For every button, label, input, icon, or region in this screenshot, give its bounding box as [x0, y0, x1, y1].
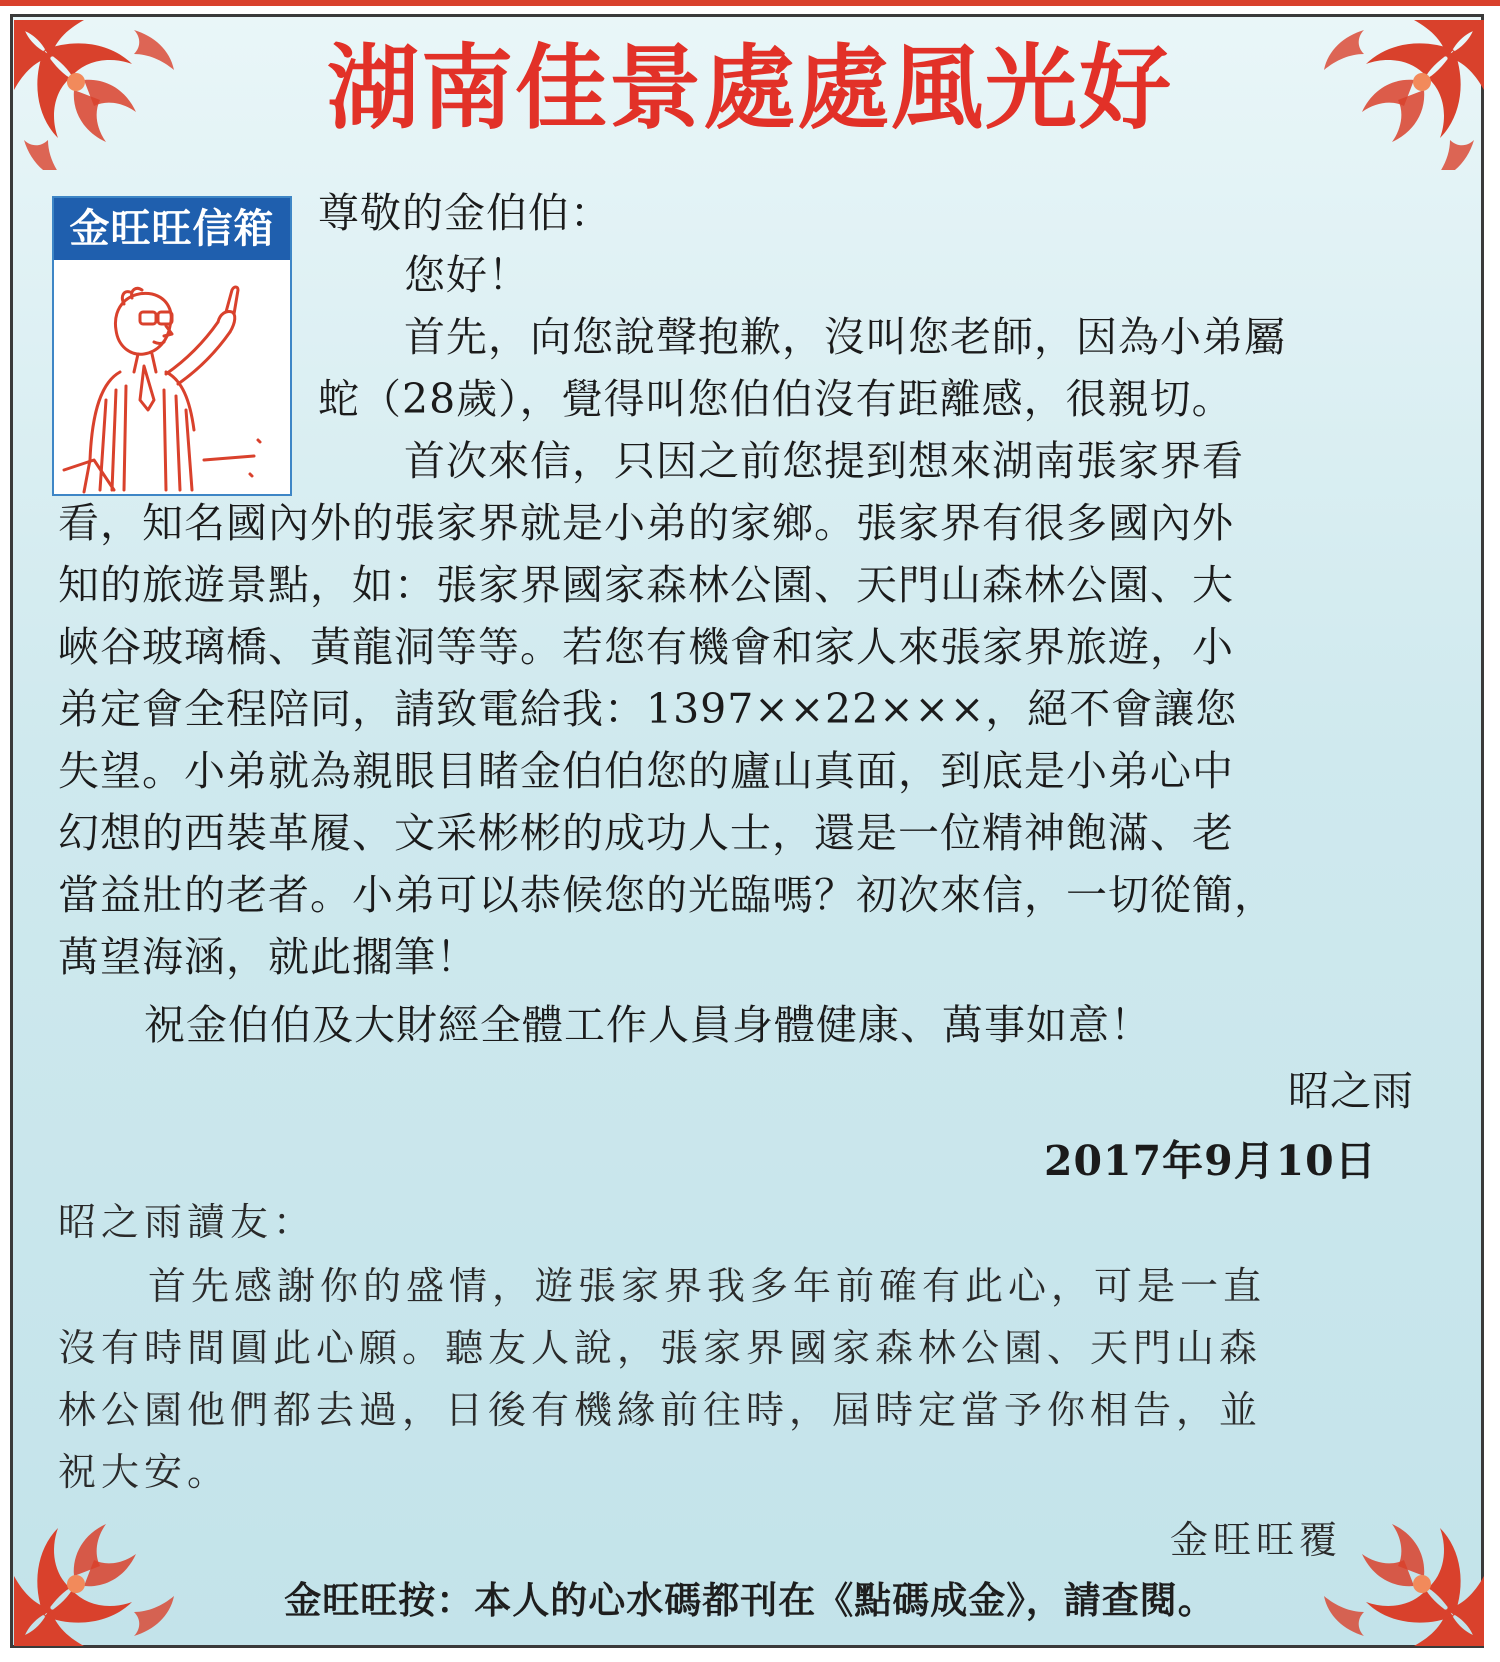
letter-line: 幻想的西裝革履、文采彬彬的成功人士，還是一位精神飽滿、老: [58, 809, 1234, 857]
letter-line: 峽谷玻璃橋、黃龍洞等等。若您有機會和家人來張家界旅遊，小: [58, 623, 1234, 671]
footer-note: 金旺旺按：本人的心水碼都刊在《點碼成金》，請查閱。: [284, 1579, 1216, 1622]
mailbox-logo: [52, 196, 292, 496]
letter-line: 首先，向您說聲抱歉，沒叫您老師，因為小弟屬: [404, 313, 1286, 361]
letter-line: 首次來信，只因之前您提到想來湖南張家界看: [404, 437, 1244, 485]
letter-signature: 昭之雨: [1288, 1067, 1414, 1115]
letter-line: 看，知名國內外的張家界就是小弟的家鄉。張家界有很多國內外: [58, 499, 1234, 547]
headline: 湖南佳景處處風光好: [326, 34, 1173, 142]
letter-line: 知的旅遊景點，如：張家界國家森林公園、天門山森林公園、大: [58, 561, 1234, 609]
letter-line: 當益壯的老者。小弟可以恭候您的光臨嗎？初次來信，一切從簡，: [58, 871, 1276, 919]
reply-line: 林公園他們都去過，日後有機緣前往時，屆時定當予你相告，並: [58, 1388, 1263, 1432]
letter-line: 失望。小弟就為親眼目睹金伯伯您的廬山真面，到底是小弟心中: [58, 747, 1234, 795]
reply-signature: 金旺旺覆: [1170, 1518, 1343, 1562]
letter-line: 蛇（28歲），覺得叫您伯伯沒有距離感，很親切。: [318, 375, 1234, 423]
reply-line: 首先感謝你的盛情，遊張家界我多年前確有此心，可是一直: [148, 1264, 1267, 1308]
reply-line: 沒有時間圓此心願。聽友人說，張家界國家森林公園、天門山森: [58, 1326, 1263, 1370]
letter-date: 2017年9月10日: [1044, 1137, 1377, 1185]
letter-line: 弟定會全程陪同，請致電給我：1397××22×××，絕不會讓您: [58, 685, 1238, 733]
mailbox-label: 金旺旺信箱: [54, 198, 290, 260]
reply-salutation: 昭之雨讀友：: [58, 1200, 317, 1244]
reply-line: 祝大安。: [58, 1450, 231, 1494]
cartoon-man-pointing-icon: [54, 260, 290, 494]
letter-closing: 祝金伯伯及大財經全體工作人員身體健康、萬事如意！: [144, 1001, 1152, 1049]
letter-line: 萬望海涵，就此擱筆！: [58, 933, 478, 981]
top-rule: [0, 0, 1500, 6]
letter-salutation: 尊敬的金伯伯：: [318, 189, 612, 237]
letter-greeting: 您好！: [404, 251, 530, 299]
